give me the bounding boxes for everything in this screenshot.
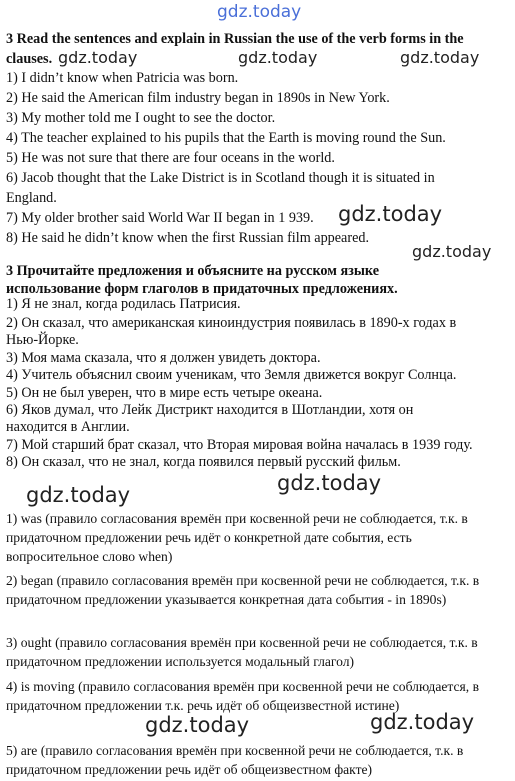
task-ru-line: 6) Яков думал, что Лейк Дистрикт находится в Шотландии, хотя он [6,402,414,418]
task-ru-line: 8) Он сказал, что не знал, когда появился первый русский фильм. [6,454,401,470]
task-ru-line: 7) Мой старший брат сказал, что Вторая мировая война началась в 1939 году. [6,437,473,453]
answer-item: 4) is moving (правило согласования времён при косвенной речи не соблюдается, в придаточном предложении т.к. речь идёт об общеизвестной истине) [6,679,479,713]
task-ru-heading-cont: использование форм глаголов в придаточных предложениях. [6,281,398,297]
task-en-line: 6) Jacob thought that the Lake District is in Scotland though it is situated in [6,170,435,186]
watermark-top: gdz.today [217,2,302,22]
task-ru-line: 2) Он сказал, что американская киноиндустрия появилась в 1890-х годах в [6,315,457,331]
task-en-line: 7) My older brother said World War II began in 1 939. [6,210,314,226]
task-ru-line: 1) Я не знал, когда родилась Патрисия. [6,296,241,312]
answer-item: 1) was (правило согласования времён при косвенной речи не соблюдается, т.к. в придаточном предложении речь идёт о конкретной дате события, есть вопросительное слово when) [6,511,468,564]
task-en-line: 1) I didn’t know when Patricia was born. [6,70,239,86]
task-ru-line: 4) Учитель объяснил своим ученикам, что Земля движется вокруг Солнца. [6,367,457,383]
answer-item: 5) are (правило согласования времён при косвенной речи не соблюдается, т.к. в придаточном предложении речь идёт об общеизвестном факте) [6,743,464,777]
task-en-line: 3) My mother told me I ought to see the doctor. [6,110,276,126]
watermark: gdz.today [58,48,138,67]
task-en-line: 4) The teacher explained to his pupils that the Earth is moving round the Sun. [6,130,446,146]
task-en-heading-cont: clauses. [6,51,53,67]
task-en-line: 5) He was not sure that there are four oceans in the world. [6,150,335,166]
watermark: gdz.today [412,242,492,261]
watermark: gdz.today [338,202,443,226]
task-ru-line: 5) Он не был уверен, что в мире есть четыре океана. [6,385,323,401]
watermark: gdz.today [145,713,250,737]
task-en-heading: 3 Read the sentences and explain in Russian the use of the verb forms in the [6,31,464,47]
task-ru-heading: 3 Прочитайте предложения и объясните на русском языке [6,263,380,279]
task-ru-line: находится в Англии. [6,419,130,435]
answer-item: 3) ought (правило согласования времён при косвенной речи не соблюдается, т.к. в придаточном предложении используется модальный глагол) [6,635,478,669]
watermark: gdz.today [400,48,480,67]
task-en-line: England. [6,190,57,206]
task-en-line: 2) He said the American film industry began in 1890s in New York. [6,90,390,106]
task-ru-line: 3) Моя мама сказала, что я должен увидеть доктора. [6,350,321,366]
answer-item: 2) began (правило согласования времён при косвенной речи не соблюдается, т.к. в придаточном предложении указывается конкретная дата события - in 1890s) [6,573,480,607]
task-ru-line: Нью-Йорке. [6,332,79,348]
watermark: gdz.today [238,48,318,67]
task-en-line: 8) He said he didn’t know when the first Russian film appeared. [6,230,370,246]
watermark: gdz.today [26,483,131,507]
watermark: gdz.today [370,710,475,734]
watermark: gdz.today [277,471,382,495]
